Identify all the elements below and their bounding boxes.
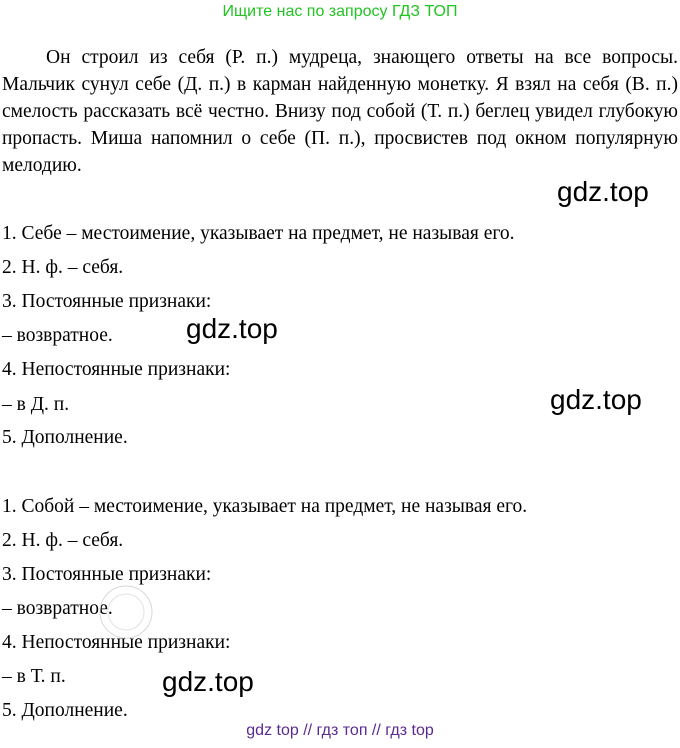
block2-line-3: 3. Постоянные признаки: (2, 564, 212, 585)
block1-line-6: – в Д. п. (2, 394, 70, 415)
block1-line-2: 2. Н. ф. – себя. (2, 257, 124, 278)
exercise-paragraph: Он строил из себя (Р. п.) мудреца, знающего ответы на все вопросы. Мальчик сунул себе (Д. п.) в карман найденную монетку. Я взял на себя (В. п.) смелость рассказать всё честно. Внизу под собой (Т. п.) беглец увидел глубокую пропасть. Миша напомнил о себе (П. п.), просвистев под окном популярную мелодию. (2, 47, 678, 176)
site-footer-links[interactable]: gdz top // гдз топ // гдз top (246, 722, 434, 739)
block2-line-2: 2. Н. ф. – себя. (2, 530, 124, 551)
watermark-3: gdz.top (550, 384, 642, 415)
site-header-banner[interactable]: Ищите нас по запросу ГДЗ ТОП (222, 3, 458, 20)
block2-line-4: – возвратное. (2, 598, 113, 619)
block2-line-1: 1. Собой – местоимение, указывает на предмет, не называя его. (2, 496, 528, 517)
block2-line-7: 5. Дополнение. (2, 700, 128, 721)
block2-line-5: 4. Непостоянные признаки: (2, 632, 231, 653)
block1-line-4: – возвратное. (2, 325, 113, 346)
watermark-2: gdz.top (186, 313, 278, 344)
watermark-4: gdz.top (162, 666, 254, 697)
block1-line-3: 3. Постоянные признаки: (2, 291, 212, 312)
faint-stamp-icon (96, 582, 156, 642)
block1-line-7: 5. Дополнение. (2, 427, 128, 448)
block1-line-5: 4. Непостоянные признаки: (2, 359, 231, 380)
watermark-1: gdz.top (557, 176, 649, 207)
block1-line-1: 1. Себе – местоимение, указывает на предмет, не называя его. (2, 223, 515, 244)
block2-line-6: – в Т. п. (2, 666, 66, 687)
